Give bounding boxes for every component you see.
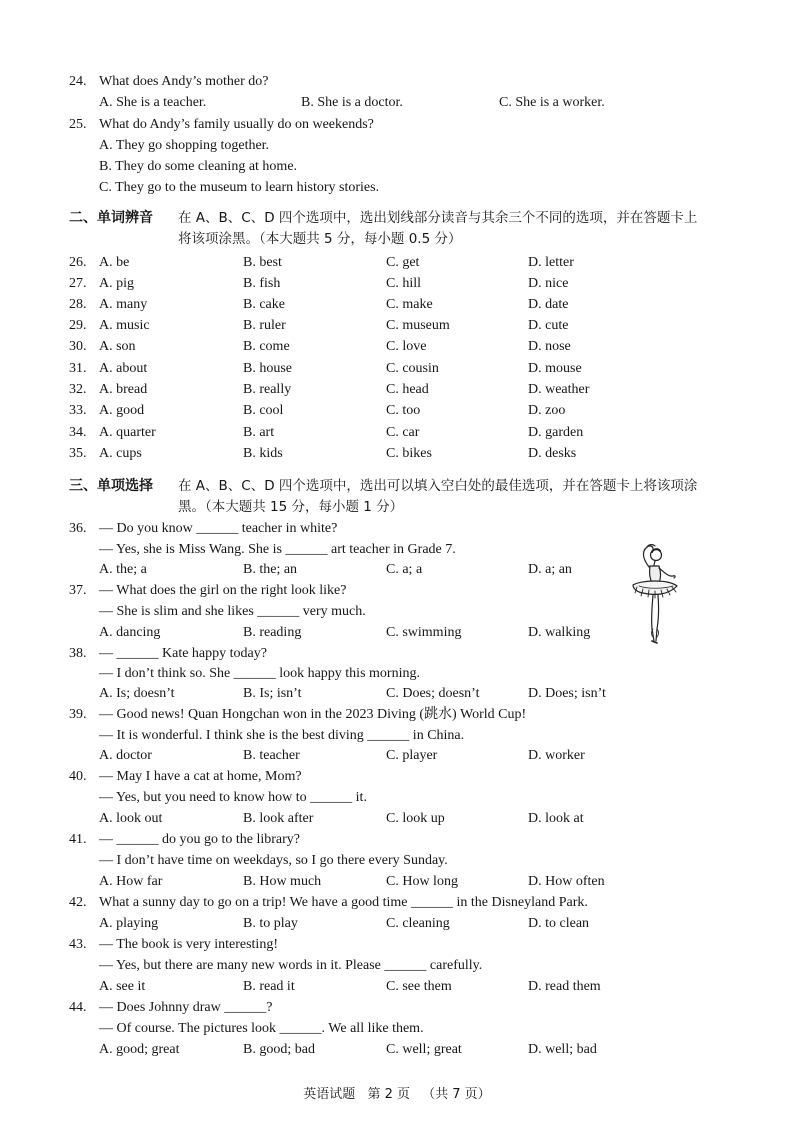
section-instructions-cont: 黑。（本大题共 15 分，每小题 1 分） <box>178 499 404 515</box>
option-b: B. teacher <box>243 748 300 763</box>
option-a: A. the; a <box>99 562 147 577</box>
ballerina-illustration <box>613 543 691 645</box>
option-a: A. good <box>99 403 145 418</box>
option-a: A. She is a teacher. <box>99 95 207 110</box>
option-a: A. playing <box>99 916 159 931</box>
option-a: A. be <box>99 255 130 270</box>
question-number: 37. <box>69 583 87 598</box>
dialogue-line: — Does Johnny draw ______? <box>99 1000 273 1015</box>
option-b: B. good; bad <box>243 1042 315 1057</box>
dialogue-line: — I don’t think so. She ______ look happy this morning. <box>99 666 420 681</box>
option-b: B. really <box>243 382 292 397</box>
option-d: D. walking <box>528 625 591 640</box>
question-number: 38. <box>69 646 87 661</box>
option-a: A. about <box>99 361 148 376</box>
question-number: 40. <box>69 769 87 784</box>
option-c: C. get <box>386 255 420 270</box>
question-number: 44. <box>69 1000 87 1015</box>
option-c: C. swimming <box>386 625 462 640</box>
question-number: 43. <box>69 937 87 952</box>
option-c: C. player <box>386 748 438 763</box>
option-c: C. well; great <box>386 1042 462 1057</box>
question-number: 34. <box>69 425 87 440</box>
dialogue-line: — What does the girl on the right look like? <box>99 583 347 598</box>
footer-page: 第 2 页 <box>367 1087 410 1102</box>
dialogue-line: — I don’t have time on weekdays, so I go there every Sunday. <box>99 853 448 868</box>
option-d: D. zoo <box>528 403 566 418</box>
question-number: 39. <box>69 707 87 722</box>
page-footer <box>0 1083 794 1102</box>
question-number: 29. <box>69 318 87 333</box>
question-number: 25. <box>69 117 87 132</box>
option-b: B. look after <box>243 811 314 826</box>
dialogue-line: — Yes, but you need to know how to ______ it. <box>99 790 367 805</box>
option-a: A. good; great <box>99 1042 180 1057</box>
option-d: D. mouse <box>528 361 582 376</box>
option-a: A. son <box>99 339 136 354</box>
question-number: 24. <box>69 74 87 89</box>
option-a: A. pig <box>99 276 134 291</box>
option-b: B. the; an <box>243 562 298 577</box>
option-b: B. ruler <box>243 318 286 333</box>
option-c: C. make <box>386 297 433 312</box>
option-a: A. music <box>99 318 150 333</box>
option-c: C. see them <box>386 979 452 994</box>
option-a: A. many <box>99 297 148 312</box>
option-d: D. desks <box>528 446 577 461</box>
option-c: C. head <box>386 382 429 397</box>
option-b: B. They do some cleaning at home. <box>99 159 298 174</box>
option-c: C. a; a <box>386 562 423 577</box>
footer-total: （共 7 页） <box>422 1087 491 1102</box>
dialogue-line: — Do you know ______ teacher in white? <box>99 521 338 536</box>
option-c: C. Does; doesn’t <box>386 686 480 701</box>
option-b: B. best <box>243 255 282 270</box>
dialogue-line: — Of course. The pictures look ______. We all like them. <box>99 1021 424 1036</box>
section-title: 二、单词辨音 <box>69 210 153 226</box>
option-d: D. cute <box>528 318 569 333</box>
dialogue-line: — Yes, but there are many new words in it. Please ______ carefully. <box>99 958 483 973</box>
option-d: D. weather <box>528 382 590 397</box>
question-stem: What does Andy’s mother do? <box>99 74 269 89</box>
option-d: D. read them <box>528 979 601 994</box>
question-number: 36. <box>69 521 87 536</box>
dialogue-line: — Yes, she is Miss Wang. She is ______ art teacher in Grade 7. <box>99 542 456 557</box>
option-b: B. come <box>243 339 290 354</box>
option-a: A. quarter <box>99 425 156 440</box>
dialogue-line: — Good news! Quan Hongchan won in the 2023 Diving (跳水) World Cup! <box>99 707 527 722</box>
dialogue-line: — The book is very interesting! <box>99 937 278 952</box>
option-d: D. a; an <box>528 562 572 577</box>
question-number: 26. <box>69 255 87 270</box>
option-c: C. She is a worker. <box>499 95 605 110</box>
question-number: 42. <box>69 895 87 910</box>
option-a: A. see it <box>99 979 146 994</box>
option-a: A. bread <box>99 382 148 397</box>
option-a: A. How far <box>99 874 163 889</box>
option-b: B. fish <box>243 276 281 291</box>
option-b: B. How much <box>243 874 322 889</box>
option-c: C. hill <box>386 276 422 291</box>
option-d: D. letter <box>528 255 574 270</box>
option-b: B. kids <box>243 446 283 461</box>
question-number: 41. <box>69 832 87 847</box>
option-b: B. art <box>243 425 275 440</box>
dialogue-line: — May I have a cat at home, Mom? <box>99 769 302 784</box>
section-instructions: 在 A、B、C、D 四个选项中，选出划线部分读音与其余三个不同的选项，并在答题卡上 <box>178 210 698 226</box>
option-d: D. worker <box>528 748 585 763</box>
option-b: B. reading <box>243 625 302 640</box>
dialogue-line: — It is wonderful. I think she is the best diving ______ in China. <box>99 728 465 743</box>
option-a: A. They go shopping together. <box>99 138 270 153</box>
option-c: C. car <box>386 425 420 440</box>
option-c: C. cousin <box>386 361 439 376</box>
option-b: B. Is; isn’t <box>243 686 302 701</box>
option-b: B. cool <box>243 403 284 418</box>
option-c: C. museum <box>386 318 450 333</box>
option-c: C. look up <box>386 811 445 826</box>
option-c: C. How long <box>386 874 458 889</box>
option-c: C. bikes <box>386 446 432 461</box>
option-a: A. look out <box>99 811 163 826</box>
question-number: 28. <box>69 297 87 312</box>
option-d: D. well; bad <box>528 1042 597 1057</box>
question-number: 32. <box>69 382 87 397</box>
footer-subject: 英语试题 <box>303 1087 356 1102</box>
option-b: B. read it <box>243 979 295 994</box>
option-a: A. cups <box>99 446 142 461</box>
option-d: D. garden <box>528 425 584 440</box>
dialogue-line: — ______ do you go to the library? <box>99 832 301 847</box>
option-c: C. They go to the museum to learn history stories. <box>99 180 380 195</box>
section-title: 三、单项选择 <box>69 478 153 494</box>
option-b: B. to play <box>243 916 298 931</box>
question-number: 35. <box>69 446 87 461</box>
option-d: D. How often <box>528 874 605 889</box>
section-instructions: 在 A、B、C、D 四个选项中，选出可以填入空白处的最佳选项，并在答题卡上将该项涂 <box>178 478 698 494</box>
option-b: B. She is a doctor. <box>301 95 403 110</box>
question-number: 27. <box>69 276 87 291</box>
section-instructions-cont: 将该项涂黑。（本大题共 5 分，每小题 0.5 分） <box>178 231 462 247</box>
dialogue-line: — She is slim and she likes ______ very much. <box>99 604 366 619</box>
option-d: D. nose <box>528 339 571 354</box>
option-d: D. nice <box>528 276 569 291</box>
option-c: C. cleaning <box>386 916 450 931</box>
dialogue-line: — ______ Kate happy today? <box>99 646 267 661</box>
option-a: A. doctor <box>99 748 152 763</box>
question-number: 30. <box>69 339 87 354</box>
option-d: D. look at <box>528 811 584 826</box>
option-d: D. date <box>528 297 569 312</box>
option-a: A. Is; doesn’t <box>99 686 175 701</box>
option-c: C. too <box>386 403 421 418</box>
option-c: C. love <box>386 339 427 354</box>
question-stem: What do Andy’s family usually do on weekends? <box>99 117 374 132</box>
question-stem: What a sunny day to go on a trip! We have a good time ______ in the Disneyland Park. <box>99 895 588 910</box>
option-d: D. to clean <box>528 916 590 931</box>
option-d: D. Does; isn’t <box>528 686 606 701</box>
question-number: 31. <box>69 361 87 376</box>
question-number: 33. <box>69 403 87 418</box>
option-b: B. cake <box>243 297 285 312</box>
option-a: A. dancing <box>99 625 161 640</box>
option-b: B. house <box>243 361 292 376</box>
